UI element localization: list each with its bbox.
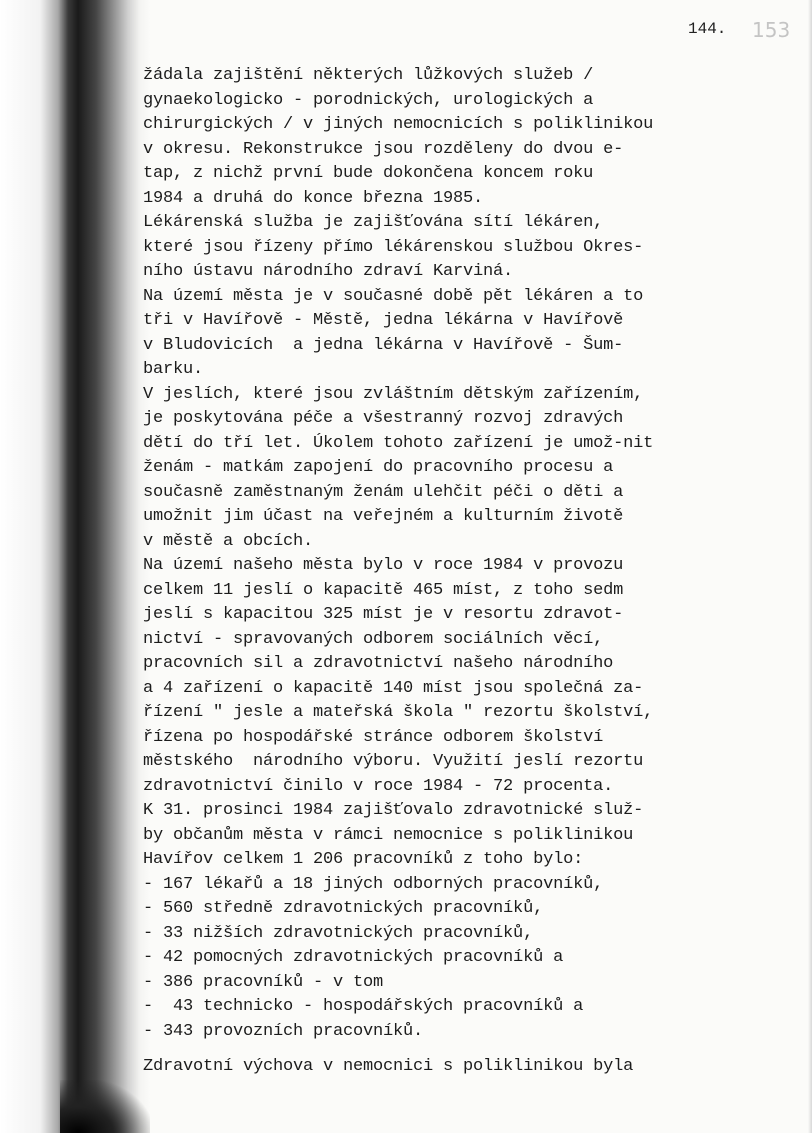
text-line: - 386 pracovníků - v tom — [143, 972, 384, 992]
text-line: ního ústavu národního zdraví Karviná. — [143, 262, 514, 281]
binding-shadow-bottom — [60, 1080, 150, 1133]
text-line: žádala zajištění některých lůžkových služeb / — [143, 66, 594, 85]
binding-shadow — [0, 0, 150, 1133]
text-line: současně zaměstnaným ženám ulehčit péči o děti a — [143, 482, 624, 502]
text-line: je poskytována péče a všestranný rozvoj zdravých — [143, 409, 624, 428]
text-line: Zdravotní výchova v nemocnici s poliklinikou byla — [143, 1057, 634, 1076]
text-line: dětí do tří let. Úkolem tohoto zařízení je umož-nit — [143, 433, 654, 453]
document-body — [143, 64, 653, 1080]
page-edge — [808, 0, 812, 1133]
text-line: - 343 provozních pracovníků. — [143, 1021, 424, 1041]
text-line: chirurgických / v jiných nemocnicích s poliklinikou — [143, 115, 654, 134]
text-line: a 4 zařízení o kapacitě 140 míst jsou společná za- — [143, 678, 644, 698]
text-line: řízena po hospodářské stránce odborem školství — [143, 727, 604, 747]
text-line: v Bludovicích a jedna lékárna v Havířově - Šum- — [143, 335, 624, 355]
text-line: V jeslích, které jsou zvláštním dětským zařízením, — [143, 384, 644, 404]
text-line: K 31. prosinci 1984 zajišťovalo zdravotnické služ- — [143, 801, 644, 820]
text-line: Na území našeho města bylo v roce 1984 v provozu — [143, 556, 624, 575]
text-line: Na území města je v současné době pět lékáren a to — [143, 286, 644, 306]
text-line: - 33 nižších zdravotnických pracovníků, — [143, 923, 534, 943]
text-line: tap, z nichž první bude dokončena koncem roku — [143, 164, 594, 183]
text-line: - 42 pomocných zdravotnických pracovníků a — [143, 948, 564, 967]
text-line: celkem 11 jeslí o kapacitě 465 míst, z toho sedm — [143, 580, 624, 600]
text-line: nictví - spravovaných odborem sociálních věcí, — [143, 629, 604, 649]
text-line: jeslí s kapacitou 325 míst je v resortu zdravot- — [143, 605, 624, 624]
text-line: - 167 lékařů a 18 jiných odborných pracovníků, — [143, 874, 604, 894]
text-line: řízení " jesle a mateřská škola " rezortu školství, — [143, 703, 654, 722]
text-line: - 560 středně zdravotnických pracovníků, — [143, 899, 544, 918]
text-line: které jsou řízeny přímo lékárenskou službou Okres- — [143, 237, 644, 257]
text-line: by občanům města v rámci nemocnice s poliklinikou — [143, 825, 634, 845]
text-line: městského národního výboru. Využití jeslí rezortu — [143, 752, 644, 771]
text-line: zdravotnictví činilo v roce 1984 - 72 procenta. — [143, 776, 614, 796]
text-line: gynaekologicko - porodnických, urologických a — [143, 90, 594, 110]
text-line: ženám - matkám zapojení do pracovního procesu a — [143, 458, 614, 477]
text-line: pracovních sil a zdravotnictví našeho národního — [143, 654, 614, 673]
text-line: Havířov celkem 1 206 pracovníků z toho bylo: — [143, 850, 584, 869]
text-line: Lékárenská služba je zajišťována sítí lékáren, — [143, 213, 604, 232]
text-line: barku. — [143, 360, 204, 379]
text-line: tři v Havířově - Městě, jedna lékárna v Havířově — [143, 311, 624, 330]
text-line: umožnit jim účast na veřejném a kulturním životě — [143, 507, 624, 526]
text-line: - 43 technicko - hospodářských pracovníků a — [143, 997, 584, 1016]
page-number: 144. — [688, 20, 727, 38]
text-line: v okresu. Rekonstrukce jsou rozděleny do dvou e- — [143, 139, 624, 159]
archive-number-stamp: 153 — [752, 18, 791, 42]
text-line: 1984 a druhá do konce března 1985. — [143, 188, 484, 208]
text-line: v městě a obcích. — [143, 531, 314, 551]
